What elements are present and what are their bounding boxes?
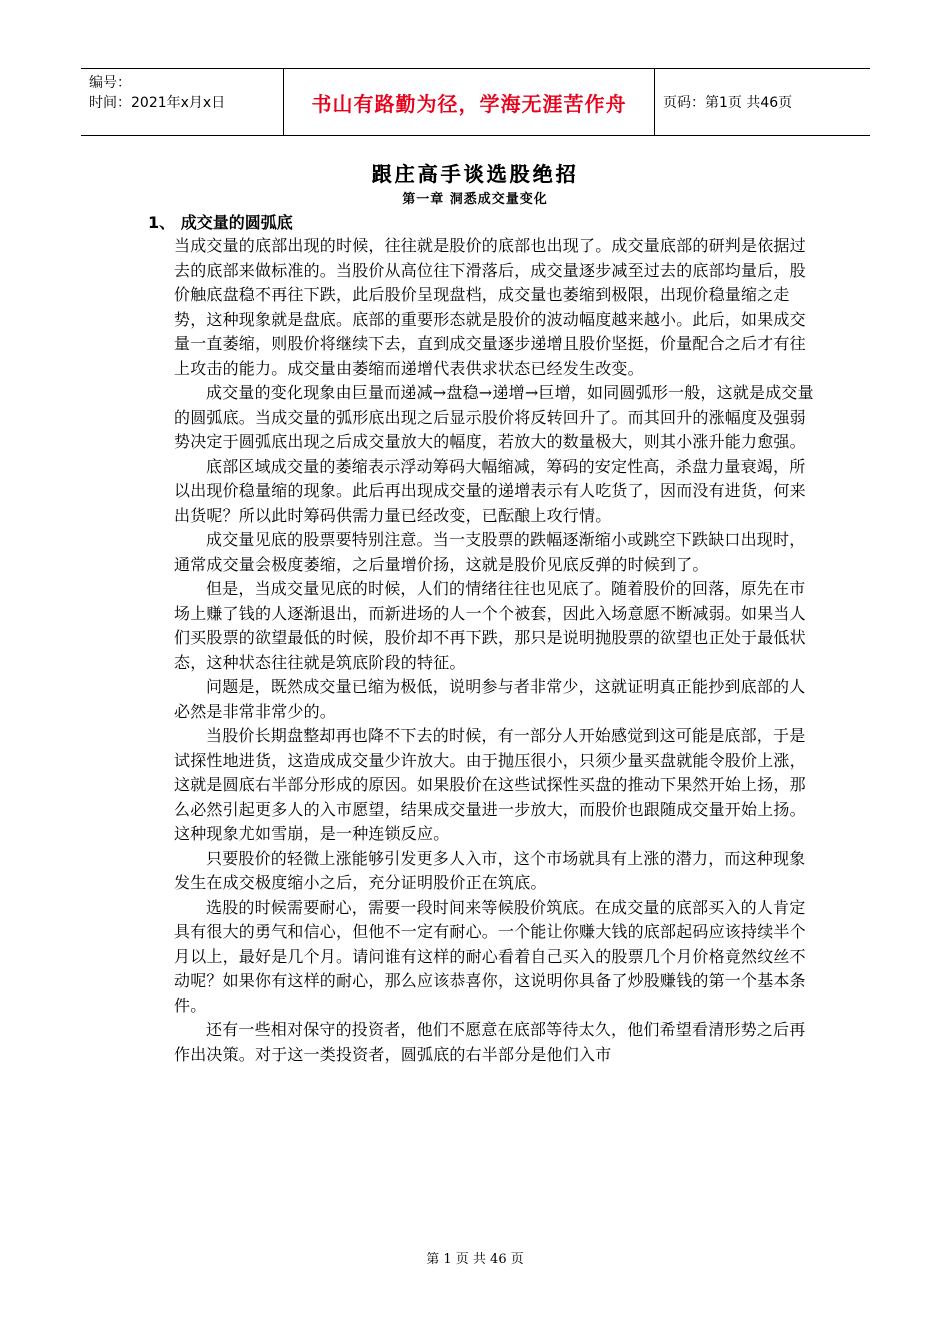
document-time-label: 时间：2021年x月x日 <box>89 95 226 111</box>
paragraph: 但是，当成交量见底的时候，人们的情绪往往也见底了。随着股价的回落，原先在市场上赚了钱的人逐渐退出，而新进场的人一个个被套，因此入场意愿不断减弱。如果当人们买股票的欲望最低的时候，股价却不再下跌，那只是说明抛股票的欲望也正处于最低状态，这种状态往往就是筑底阶段的特征。 <box>174 579 806 672</box>
document-number-label: 编号： <box>89 75 131 91</box>
section-heading: 1、 成交量的圆弧底 <box>148 213 293 232</box>
chapter-title: 第一章 洞悉成交量变化 <box>402 192 548 207</box>
paragraph: 当股价长期盘整却再也降不下去的时候，有一部分人开始感觉到这可能是底部，于是试探性地进货，这造成成交量少许放大。由于抛压很小，只须少量买盘就能令股价上涨，这就是圆底右半部分形成的原因。如果股价在这些试探性买盘的推动下果然开始上扬，那么必然引起更多人的入市愿望，结果成交量进一步放大，而股价也跟随成交量开始上扬。这种现象尤如雪崩，是一种连锁反应。 <box>174 726 806 843</box>
header-motto: 书山有路勤为径，学海无涯苦作舟 <box>283 69 655 135</box>
paragraph: 还有一些相对保守的投资者，他们不愿意在底部等待太久，他们希望看清形势之后再作出决策。对于这一类投资者，圆弧底的右半部分是他们入市 <box>174 1020 806 1064</box>
header-meta <box>81 69 283 135</box>
page-header <box>81 68 870 136</box>
page-footer: 第 1 页 共 46 页 <box>426 1252 524 1267</box>
paragraph: 底部区域成交量的萎缩表示浮动筹码大幅缩减，筹码的安定性高，杀盘力量衰竭，所以出现价稳量缩的现象。此后再出现成交量的递增表示有人吃货了，因而没有进货，何来出货呢？所以此时筹码供需力量已经改变，已酝酿上攻行情。 <box>174 456 806 525</box>
paragraph: 成交量见底的股票要特别注意。当一支股票的跌幅逐渐缩小或跳空下跌缺口出现时，通常成交量会极度萎缩，之后量增价扬，这就是股价见底反弹的时候到了。 <box>174 530 806 574</box>
paragraph: 成交量的变化现象由巨量而递减→盘稳→递增→巨增，如同圆弧形一般，这就是成交量的圆弧底。当成交量的弧形底出现之后显示股价将反转回升了。而其回升的涨幅度及强弱势决定于圆弧底出现之后成交量放大的幅度，若放大的数量极大，则其小涨升能力愈强。 <box>174 383 814 451</box>
body-text <box>174 234 814 1067</box>
paragraph: 问题是，既然成交量已缩为极低，说明参与者非常少，这就证明真正能抄到底部的人必然是非常非常少的。 <box>174 677 806 721</box>
paragraph: 当成交量的底部出现的时候，往往就是股价的底部也出现了。成交量底部的研判是依据过去的底部来做标准的。当股价从高位往下滑落后，成交量逐步减至过去的底部均量后，股价触底盘稳不再往下跌，此后股价呈现盘档，成交量也萎缩到极限，出现价稳量缩之走势，这种现象就是盘底。底部的重要形态就是股价的波动幅度越来越小。此后，如果成交量一直萎缩，则股价将继续下去，直到成交量逐步递增且股价坚挺，价量配合之后才有往上攻击的能力。成交量由萎缩而递增代表供求状态已经发生改变。 <box>174 236 806 378</box>
document-title: 跟庄高手谈选股绝招 <box>371 162 579 186</box>
paragraph: 选股的时候需要耐心，需要一段时间来等候股价筑底。在成交量的底部买入的人肯定具有很大的勇气和信心，但他不一定有耐心。一个能让你赚大钱的底部起码应该持续半个月以上，最好是几个月。请问谁有这样的耐心看着自己买入的股票几个月价格竟然纹丝不动呢？如果你有这样的耐心，那么应该恭喜你，这说明你具备了炒股赚钱的第一个基本条件。 <box>174 897 806 1015</box>
paragraph: 只要股价的轻微上涨能够引发更多人入市，这个市场就具有上涨的潜力，而这种现象发生在成交极度缩小之后，充分证明股价正在筑底。 <box>174 848 806 892</box>
header-page-info: 页码：第1页 共46页 <box>663 95 793 111</box>
